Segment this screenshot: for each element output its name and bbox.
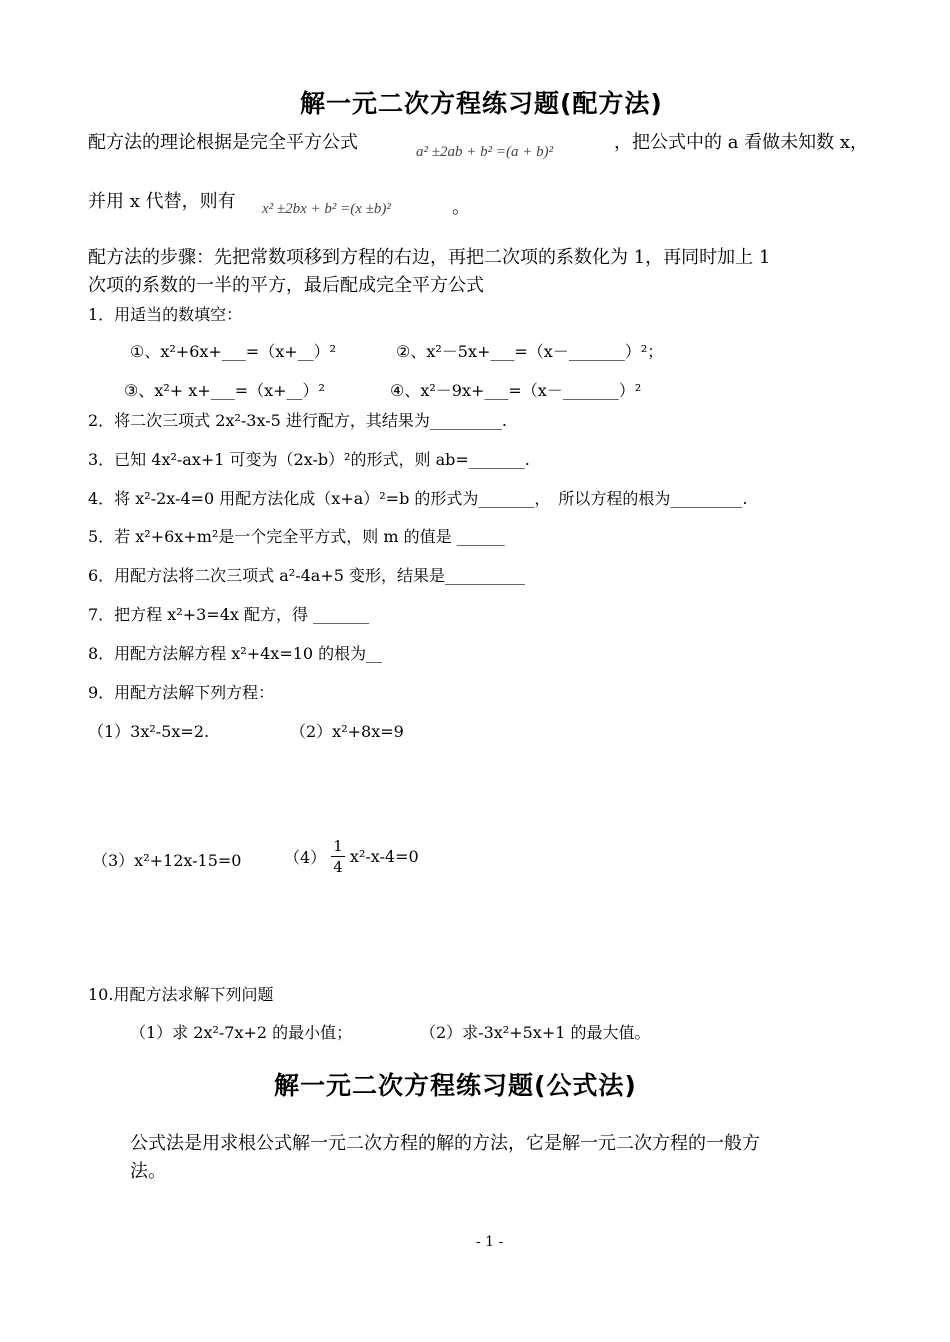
fraction-numerator: 1: [333, 837, 343, 855]
title-quadratic-formula: 解一元二次方程练习题(公式法): [274, 1071, 637, 1100]
question-1-c: ③、x²+ x+___=（x+__）²: [124, 381, 325, 400]
intro-line-1: [88, 128, 358, 154]
question-9-4-label: （4）: [284, 848, 327, 867]
question-9-1: （1）3x²-5x=2.: [88, 722, 210, 741]
fraction-denominator: 4: [333, 858, 343, 876]
question-2: 2．将二次三项式 2x²-3x-5 进行配方，其结果为_________.: [88, 411, 507, 430]
steps-line-1: 配方法的步骤：先把常数项移到方程的右边，再把二次项的系数化为 1，再同时加上 1: [88, 247, 771, 268]
question-4: 4．将 x²-2x-4=0 用配方法化成（x+a）²=b 的形式为_______， 所以方程的根为_________.: [88, 489, 748, 508]
question-1-a: ①、x²+6x+___=（x+__）²: [130, 342, 337, 361]
question-9-2: （2）x²+8x=9: [290, 722, 404, 741]
intro-line-1-cont: ，把公式中的 a 看做未知数 x，: [614, 132, 869, 153]
title-completing-square: 解一元二次方程练习题(配方法): [300, 89, 663, 118]
question-3: 3．已知 4x²-ax+1 可变为（2x-b）²的形式，则 ab=_______.: [88, 450, 530, 469]
formula-perfect-square-1: a² ±2ab + b² =(a + b)²: [416, 144, 554, 160]
question-10: 10.用配方法求解下列问题: [88, 985, 274, 1004]
question-9-4-equation: x²-x-4=0: [349, 847, 419, 866]
intro-line-1-text: 配方法的理论根据是完全平方公式: [88, 132, 358, 153]
intro-line-2-end: 。: [452, 197, 470, 218]
question-1-d: ④、x²－9x+___=（x－_______）²: [390, 381, 642, 400]
question-8: 8．用配方法解方程 x²+4x=10 的根为__: [88, 644, 383, 663]
intro-line-2: 并用 x 代替，则有: [88, 191, 236, 212]
formula-method-line-2: 法。: [130, 1161, 166, 1182]
question-6: 6．用配方法将二次三项式 a²-4a+5 变形，结果是__________: [88, 566, 526, 585]
question-9-3: （3）x²+12x-15=0: [92, 851, 242, 870]
question-10-1: （1）求 2x²-7x+2 的最小值；: [130, 1023, 353, 1042]
question-7: 7．把方程 x²+3=4x 配方，得 _______: [88, 605, 370, 624]
formula-perfect-square-2: x² ±2bx + b² =(x ±b)²: [262, 201, 391, 217]
page-number: - 1 -: [476, 1234, 504, 1250]
fraction-one-quarter: [331, 836, 345, 877]
question-10-2: （2）求-3x²+5x+1 的最大值。: [420, 1023, 651, 1042]
question-9-4: [284, 836, 419, 877]
formula-method-line-1: 公式法是用求根公式解一元二次方程的解的方法，它是解一元二次方程的一般方: [130, 1133, 760, 1154]
question-1: 1．用适当的数填空：: [88, 305, 243, 324]
question-9: 9．用配方法解下列方程：: [88, 683, 275, 702]
question-5: 5．若 x²+6x+m²是一个完全平方式，则 m 的值是 ______: [88, 527, 505, 546]
steps-line-2: 次项的系数的一半的平方，最后配成完全平方公式: [88, 275, 484, 296]
question-1-b: ②、x²－5x+___=（x－_______）²；: [396, 342, 664, 361]
